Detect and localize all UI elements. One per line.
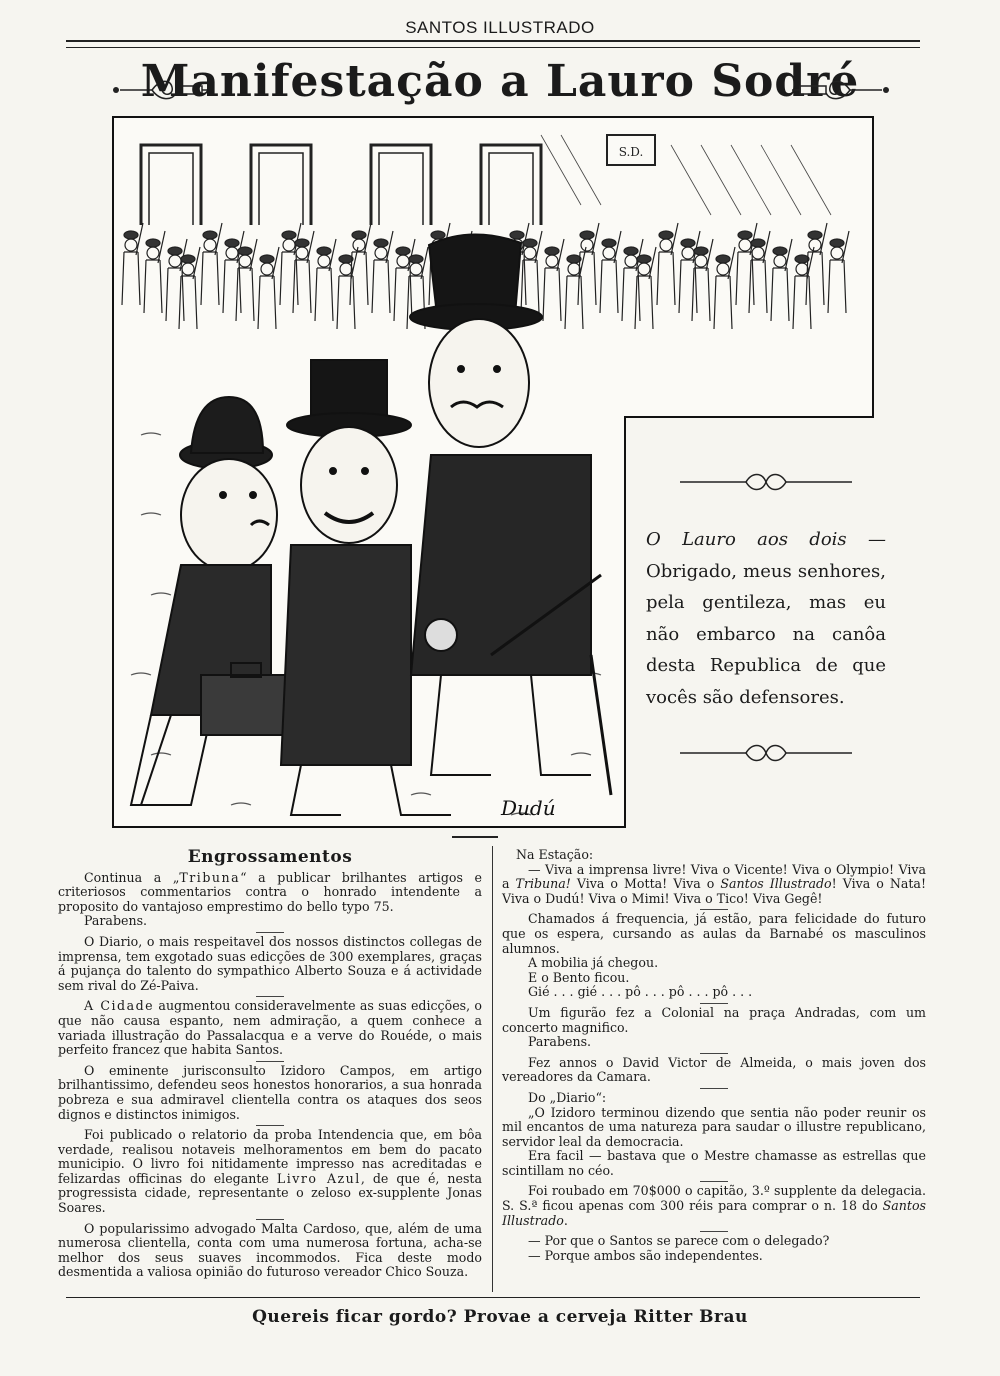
paragraph: O popularissimo advogado Malta Cardoso, que, além de uma numerosa clientella, conta com uma numerosa fortuna, acha-se melhor dos seus suaves incommodos. Fica deste modo desmentida a valiosa opinião do futuroso vereador Chico Souza. (58, 1220, 482, 1280)
caption-top-flourish-icon (676, 470, 856, 494)
caption-bottom-flourish-icon (676, 741, 856, 765)
paragraph: Era facil — bastava que o Mestre chamasse as estrellas que scintillam no céo. (502, 1148, 926, 1178)
sign-text: S.D. (618, 145, 644, 159)
paragraph: Foi roubado em 70$000 o capitão, 3.º supplente da delegacia. S. S.ª ficou apenas com 300 réis para comprar o n. 18 do Santos Illustrado. (502, 1183, 926, 1228)
caption-lead: O Lauro aos dois — (646, 529, 886, 550)
paragraph: Gié . . . gié . . . pô . . . pô . . . pô . . . (528, 984, 753, 1000)
section-divider (452, 836, 498, 838)
paragraph: A mobilia já chegou. (528, 955, 659, 971)
paragraph: Um figurão fez a Colonial na praça Andradas, com um concerto magnifico. (502, 1004, 926, 1035)
paragraph: O eminente jurisconsulto Izidoro Campos, em artigo brilhantissimo, defendeu seos honestos honorarios, a sua honrada pobreza e sua admiravel clientella contra os ataques dos seos dignos e distinctos inimigos. (58, 1062, 482, 1122)
masthead-rule (66, 40, 920, 48)
paragraph: Do „Diario“: (528, 1089, 607, 1105)
article-left-column (58, 848, 482, 1280)
column-rule (492, 846, 493, 1292)
paragraph: — Viva a imprensa livre! Viva o Vicente! Viva o Olympio! Viva a Tribuna! Viva o Motta! Viva o Santos Illustrado! Viva o Nata! Viva o Dudú! Viva o Mimi! Viva o Tico! Viva Gegê! (502, 861, 927, 906)
article-title: Engrossamentos (187, 847, 353, 867)
paragraph: — Por que o Santos se parece com o delegado? (528, 1233, 830, 1249)
headline: Manifestação a Lauro Sodré (140, 56, 860, 107)
paragraph: A Cidade augmentou consideravelmente as suas edicções, o que não causa espanto, nem admiração, a quem conhece a variada illustração do Passalacqua e a verve do Rouéde, o mais perfeito francez que habita Santos. (58, 998, 482, 1058)
paragraph: E o Bento ficou. (528, 969, 630, 985)
paragraph: Na Estação: (516, 847, 594, 862)
caption-block (646, 470, 886, 765)
paragraph: Parabens. (528, 1034, 592, 1050)
paragraph: O Diario, o mais respeitavel dos nossos distinctos collegas de imprensa, tem exgotado suas edicções de 300 exemplares, graças á pujança do talento do sympathico Alberto Souza e á actividade sem rival do Zé-Paiva. (58, 933, 482, 993)
advertisement: Quereis ficar gordo? Provae a cerveja Ritter Brau (252, 1307, 748, 1327)
paragraph: Parabens. (84, 913, 148, 929)
artist-signature: Dudú (501, 796, 556, 820)
article-right-column (502, 848, 926, 1263)
paragraph: Chamados á frequencia, já estão, para felicidade do futuro que os espera, cursando as aulas da Barnabé os masculinos alumnos. (502, 911, 926, 956)
paragraph: Continua a „Tribuna“ a publicar brilhantes artigos e criteriosos commentarios contra o honrado intendente a proposito do vantajoso emprestimo do bello typo 75. (58, 869, 482, 914)
right-flourish-icon (790, 75, 890, 105)
paragraph: Foi publicado o relatorio da proba Intendencia que, em bôa verdade, realisou notaveis melhoramentos em bem do pacato municipio. O livro foi nitidamente impresso nas acreditadas e felizardas officinas do elegante Livro Azul, de que é, nesta progressista cidade, representante o zeloso ex-supplente Jonas Soares. (58, 1127, 483, 1216)
masthead: SANTOS ILLUSTRADO (405, 18, 595, 37)
caption-text: Obrigado, meus senhores, pela gentileza, mas eu não embarco na canôa desta Republica de que vocês são defensores. (646, 560, 886, 708)
paragraph: Fez annos o David Victor de Almeida, o mais joven dos vereadores da Camara. (502, 1054, 926, 1085)
paragraph: — Porque ambos são independentes. (528, 1247, 763, 1263)
paragraph: „O Izidoro terminou dizendo que sentia não poder reunir os mil encantos de uma natureza para saudar o illustre republicano, servidor leal da democracia. (502, 1104, 926, 1149)
footer-rule (66, 1297, 920, 1298)
